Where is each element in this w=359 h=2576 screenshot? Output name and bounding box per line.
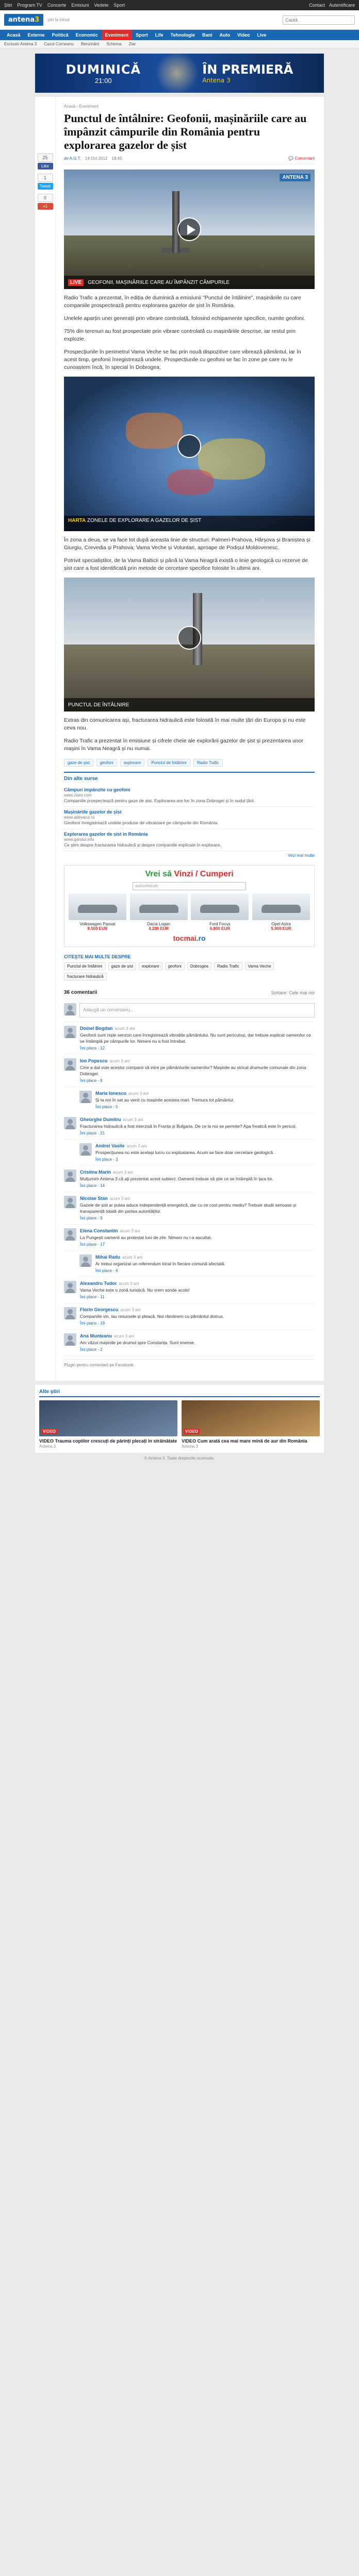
topbar-link[interactable]: Program TV xyxy=(17,3,42,8)
banner-premiere-title: ÎN PREMIERĂ xyxy=(202,62,293,77)
ad-car[interactable] xyxy=(130,893,188,931)
ad-brand-b: .ro xyxy=(196,934,206,942)
comment-body xyxy=(95,1143,315,1162)
comment-time: acum 3 ani xyxy=(126,1144,147,1148)
video-rig xyxy=(172,191,180,253)
comment-text: Fracturarea hidraulică a fost interzisă în Franța și Bulgaria. De ce la noi se permite? Apa freatică este în pericol. xyxy=(80,1124,297,1129)
banner-glow xyxy=(154,54,200,93)
topbar-link[interactable]: Știri xyxy=(4,3,12,8)
related-item[interactable] xyxy=(64,785,315,807)
banner-schedule xyxy=(66,62,141,84)
comment-text: Companiile vin, iau resursele și pleacă. Noi rămânem cu pământul distrus. xyxy=(80,1314,224,1319)
related-links xyxy=(64,772,315,858)
nav-item[interactable]: Politică xyxy=(52,32,69,38)
tag[interactable]: geofoni xyxy=(96,759,117,767)
comment-author[interactable] xyxy=(80,1170,315,1175)
article-paragraph: Extras din comunicarea ași, fracturarea hidraulică este folosită în mai multe țări din Europa și nu este ceva nou. xyxy=(64,717,306,731)
avatar xyxy=(64,1003,76,1015)
play-icon[interactable] xyxy=(177,217,201,241)
video-badge: VIDEO xyxy=(184,1429,200,1434)
topic-chip[interactable]: fracturare hidraulică xyxy=(64,973,107,980)
avatar[interactable] xyxy=(64,1026,76,1038)
comment-like-button[interactable]: Îmi place · 12 xyxy=(80,1046,105,1050)
tag-list xyxy=(64,759,315,767)
comment-time: acum 3 ani xyxy=(123,1117,143,1122)
car-price: 4.200 EUR xyxy=(149,926,169,931)
gplus-share[interactable] xyxy=(38,194,53,210)
comment-text: La Pungești oamenii au protestat luni de zile. Nimeni nu i-a ascultat. xyxy=(80,1235,212,1240)
comment xyxy=(64,1192,315,1225)
ad-brand-logo[interactable] xyxy=(69,934,310,942)
tag[interactable]: Punctul de întâlnire xyxy=(148,759,190,767)
car-image xyxy=(252,893,310,920)
article-title: Punctul de întâlnire: Geofonii, mașinăriile care au împânzit câmpurile din România pentru explorarea gazelor de șist xyxy=(64,112,307,151)
comment-actions xyxy=(80,1131,315,1136)
nav-item[interactable]: Tehnologie xyxy=(170,32,195,38)
topic-chip[interactable]: gaze de șist xyxy=(108,962,137,970)
comment xyxy=(64,1303,315,1330)
article-paragraph: Radio Trafic a prezentat în emisiune și cifrele cheie ale explorării gazelor de șist și prezentarea unor mașini în Vama Neagră și nu numai. xyxy=(64,738,303,752)
breadcrumb[interactable]: Acasă › Eveniment xyxy=(64,104,99,109)
page-footer: © Antena 3. Toate drepturile rezervate. xyxy=(144,1456,215,1461)
nav-item[interactable]: Sport xyxy=(136,32,148,38)
topic-chip[interactable]: Radio Trafic xyxy=(214,962,242,970)
comment-text: Am văzut mașinile pe drumul spre Constanța. Sunt imense. xyxy=(80,1340,195,1345)
more-news-heading: CITEȘTE MAI MULTE DESPRE xyxy=(64,954,131,959)
comment-body xyxy=(80,1058,315,1083)
login-link[interactable]: Autentificare xyxy=(329,3,355,8)
comment-like-button[interactable]: Îmi place · 3 xyxy=(95,1157,118,1162)
comment-text: Vama Veche este o zonă turistică. Nu vrem sonde acolo! xyxy=(80,1287,190,1293)
ad-search-input[interactable]: autovehicule xyxy=(133,882,246,890)
comment-input[interactable]: Adaugă un comentariu... xyxy=(79,1003,315,1018)
comment-author[interactable] xyxy=(95,1143,315,1148)
comment-author[interactable] xyxy=(80,1026,315,1031)
ad-title-a: Vrei să xyxy=(145,870,174,878)
news-card-image xyxy=(39,1400,177,1436)
twitter-share[interactable] xyxy=(38,174,53,190)
subnav-item[interactable]: Schema xyxy=(106,42,122,46)
comment-time: acum 3 ani xyxy=(128,1091,149,1096)
comment-body xyxy=(80,1281,315,1299)
comment-time: acum 3 ani xyxy=(115,1026,135,1031)
promo-banner[interactable] xyxy=(35,54,324,93)
avatar[interactable] xyxy=(64,1117,76,1129)
topic-chip[interactable]: Dobrogea xyxy=(187,962,211,970)
ad-brand-a: tocmai xyxy=(173,934,197,942)
video-channel-logo: ANTENA 3 xyxy=(280,174,311,181)
map-caption xyxy=(64,516,315,531)
related-title[interactable]: Mașinăriile gazelor de șist xyxy=(64,809,122,815)
subnav-item[interactable]: Cazul Corneanu xyxy=(44,42,74,46)
car-name: Dacia Logan xyxy=(147,922,171,926)
comment-actions xyxy=(95,1105,315,1109)
topbar-link[interactable]: Emisiuni xyxy=(71,3,89,8)
more-news-strip xyxy=(35,1385,324,1453)
comment xyxy=(64,1113,315,1140)
comment xyxy=(64,1166,315,1192)
avatar[interactable] xyxy=(64,1196,76,1208)
related-site: www.ziare.com xyxy=(64,793,92,798)
comment-author-name[interactable]: Nicolae Stan xyxy=(80,1196,108,1201)
comment-like-button[interactable]: Îmi place · 6 xyxy=(95,1268,118,1273)
comment-author[interactable] xyxy=(80,1058,315,1063)
avatar[interactable] xyxy=(64,1058,76,1071)
map-video[interactable] xyxy=(64,377,315,531)
article-paragraph: Potrivit specialiștilor, de la Vama Balticii și până la Vama Neagră există o linie geologică cu rezerve de șist care a fost identificată prin metode de cercetare specifice folosite în ultimii ani. xyxy=(64,557,308,571)
nav-item[interactable]: Live xyxy=(257,32,267,38)
comment-actions xyxy=(80,1321,315,1326)
avatar[interactable] xyxy=(64,1170,76,1182)
news-card-source: Antena 3 xyxy=(182,1444,199,1449)
comment-like-button[interactable]: Îmi place · 9 xyxy=(80,1216,103,1221)
comment-like-button[interactable]: Îmi place · 21 xyxy=(80,1131,105,1136)
comment-text: Prospecțiunea nu este același lucru cu exploatarea. Acum se face doar cercetare geologică. xyxy=(95,1150,274,1155)
comment-author[interactable] xyxy=(80,1117,315,1122)
comment-text: Geofonii sunt niște senzori care înregistrează vibrațiile pământului. Nu sunt periculoși, dar trebuie explicat oamenilor ce se întâmplă pe câmpurile lor. Nimeni nu a fost întrebat. xyxy=(80,1032,311,1044)
comment-author[interactable] xyxy=(80,1307,315,1312)
related-more-link[interactable]: Vezi mai multe xyxy=(287,853,315,858)
twitter-count: 1 xyxy=(38,174,53,182)
avatar[interactable] xyxy=(79,1091,92,1103)
map-region xyxy=(126,413,183,449)
comment-text: Ar trebui organizat un referendum local în fiecare comună afectată. xyxy=(95,1261,225,1266)
comments-link-label: Comentarii xyxy=(295,156,315,161)
news-card-image xyxy=(182,1400,320,1436)
comment-text: Mulțumim Antena 3 că ați prezentat acest subiect. Oamenii trebuie să știe ce se întâmplă în țara lor. xyxy=(80,1176,273,1181)
article-body xyxy=(56,97,324,1381)
comment-like-button[interactable]: Îmi place · 5 xyxy=(95,1105,118,1109)
car-price: 5.900 EUR xyxy=(271,926,291,931)
related-item[interactable] xyxy=(64,829,315,851)
video-caption-bar xyxy=(64,698,315,711)
play-icon[interactable] xyxy=(177,434,201,458)
nav-item-active[interactable]: Eveniment xyxy=(102,30,133,40)
article-meta xyxy=(64,156,315,164)
ad-title-b: Vinzi / Cumperi xyxy=(174,870,234,878)
news-card-title[interactable]: VIDEO Cum arată cea mai mare mină de aur din România xyxy=(182,1438,307,1444)
comment-actions xyxy=(80,1347,315,1352)
main-nav xyxy=(0,30,359,40)
comment-body xyxy=(80,1026,315,1050)
comment-actions xyxy=(80,1242,315,1247)
subnav-item[interactable]: Ziar xyxy=(128,42,136,46)
share-column xyxy=(35,97,56,1381)
comment-author[interactable] xyxy=(95,1091,315,1096)
comment-author-name[interactable]: Mihai Radu xyxy=(95,1255,121,1260)
comment-actions xyxy=(80,1046,315,1050)
news-card[interactable] xyxy=(39,1400,177,1449)
related-title[interactable]: Explorarea gazelor de șist în România xyxy=(64,832,148,837)
video-caption: GEOFONII, MAȘINĂRIILE CARE AU ÎMPÂNZIT CÂMPURILE xyxy=(88,279,230,285)
comment-author-name[interactable]: Ion Popescu xyxy=(80,1058,108,1063)
comment-author-name[interactable]: Elena Constantin xyxy=(80,1228,118,1233)
article-paragraph: Radio Trafic a prezentat, în ediția de duminică a emisiunii "Punctul de întâlnire", mașinăriile cu care companiile prospectează pentru explorarea gazelor de șist în România. xyxy=(64,295,301,309)
related-item[interactable] xyxy=(64,807,315,829)
comment xyxy=(64,1277,315,1303)
comment-body xyxy=(80,1117,315,1136)
topbar-link[interactable]: Vedete xyxy=(94,3,109,8)
related-desc: Geofonii înregistrează undele produse de vibratoare pe câmpurile din România. xyxy=(64,820,219,825)
article-time: 18:45 xyxy=(111,156,122,161)
news-card[interactable] xyxy=(182,1400,320,1449)
contact-link[interactable]: Contact xyxy=(308,3,325,8)
comments-header xyxy=(64,987,315,999)
comment xyxy=(64,1330,315,1356)
comment-like-button[interactable]: Îmi place · 11 xyxy=(80,1295,105,1299)
live-badge: LIVE xyxy=(68,279,84,286)
comment-author[interactable] xyxy=(80,1196,315,1201)
topic-chip[interactable]: Punctul de întâlnire xyxy=(64,962,106,970)
article-paragraph: Prospecțiunile în perimetrul Vama Veche se fac prin nouă dispozitive care vibrează pământul, iar în acest timp, geofonii înregistrează undele. Prospecțiunile cu geofoni se fac în zone pe care nu le cunoaștem încă, în special în Dobrogea. xyxy=(64,349,301,370)
comment-like-button[interactable]: Îmi place · 19 xyxy=(80,1321,105,1326)
tag[interactable]: gaze de șist xyxy=(64,759,93,767)
classifieds-ad[interactable] xyxy=(64,865,315,947)
subnav-item[interactable]: Exclusiv Antena 3 xyxy=(4,42,37,46)
search-input[interactable] xyxy=(283,15,355,25)
car-image xyxy=(130,893,188,920)
comment-actions xyxy=(80,1216,315,1221)
car-image xyxy=(191,893,249,920)
site-tagline: știri la minut xyxy=(47,18,70,22)
map-caption-text: ZONELE DE EXPLORARE A GAZELOR DE ȘIST xyxy=(87,518,202,523)
comment-author-name[interactable]: Florin Georgescu xyxy=(80,1307,119,1312)
related-title[interactable]: Câmpuri împânzite cu geofoni xyxy=(64,787,130,792)
more-news-chips xyxy=(64,962,315,980)
article-author[interactable]: de A.G.T. xyxy=(64,156,81,161)
comments-sort-select[interactable]: Sortare: Cele mai noi xyxy=(271,990,315,995)
comment-actions xyxy=(80,1078,315,1083)
comment-author-name[interactable]: Andrei Vasile xyxy=(95,1143,125,1148)
ad-car-list xyxy=(69,893,310,931)
comment-text: Gazele de șist ar putea aduce independență energetică, dar cu ce cost pentru mediu? Trebuie studii serioase și transparență totală din partea autorităților. xyxy=(80,1202,297,1214)
comment xyxy=(64,1055,315,1087)
video-badge: VIDEO xyxy=(41,1429,57,1434)
banner-premiere xyxy=(202,62,293,84)
nav-item[interactable]: Acasă xyxy=(7,32,21,38)
comment-actions xyxy=(80,1183,315,1188)
comment-like-button[interactable]: Îmi place · 8 xyxy=(80,1078,103,1083)
comments-count: 36 comentarii xyxy=(64,990,97,995)
banner-day: DUMINICĂ xyxy=(66,62,141,77)
comment-actions xyxy=(95,1157,315,1162)
logo-accent: 3 xyxy=(35,16,40,24)
nav-item[interactable]: Economic xyxy=(75,32,98,38)
more-news-strip-heading: Alte știri xyxy=(39,1389,320,1397)
comment-composer xyxy=(64,999,315,1022)
comment-author-name[interactable]: Doinel Bogdan xyxy=(80,1026,113,1031)
map-caption-label: HARTA xyxy=(68,518,86,523)
topbar-link[interactable]: Sport xyxy=(113,3,125,8)
nav-item[interactable]: Life xyxy=(155,32,164,38)
video-caption-bar xyxy=(64,276,315,289)
comment xyxy=(64,1225,315,1251)
more-news-row xyxy=(39,1400,320,1449)
news-card-title[interactable]: VIDEO Trauma copiilor crescuți de părinți plecați în străinătate xyxy=(39,1438,177,1444)
comment xyxy=(79,1251,315,1277)
subnav-item[interactable]: Benzinării xyxy=(80,42,100,46)
related-desc: Ce știm despre fracturarea hidraulică și despre companiile implicate în explorare. xyxy=(64,842,221,848)
avatar[interactable] xyxy=(64,1228,76,1241)
avatar[interactable] xyxy=(64,1333,76,1346)
site-header xyxy=(0,10,359,30)
car-name: Volkswagen Passat xyxy=(79,922,116,926)
avatar[interactable] xyxy=(79,1255,92,1267)
comment-time: acum 3 ani xyxy=(113,1170,134,1175)
car-price: 9.500 EUR xyxy=(87,926,108,931)
banner-time: 21:00 xyxy=(95,76,112,84)
play-icon[interactable] xyxy=(177,626,201,650)
article-paragraph: Unelele aparțin unei generații prin vibrare controlată, folosind echipamente specifice, numite geofoni. xyxy=(64,315,305,321)
comment-author-name[interactable]: Alexandru Tudor xyxy=(80,1281,117,1286)
comment-time: acum 3 ani xyxy=(119,1281,139,1286)
comment-list xyxy=(64,1022,315,1356)
car-name: Opel Astra xyxy=(271,922,291,926)
comment-body xyxy=(80,1228,315,1247)
related-desc: Companiile prospectează pentru gaze de șist. Explorarea are loc în zona Dobrogei și în sudul țării. xyxy=(64,798,255,803)
comment-author[interactable] xyxy=(80,1281,315,1286)
car-price: 6.800 EUR xyxy=(209,926,230,931)
tag[interactable]: explorare xyxy=(120,759,144,767)
comment-actions xyxy=(95,1268,315,1273)
related-heading: Din alte surse xyxy=(64,776,98,782)
article-wrapper xyxy=(35,97,324,1381)
nav-item[interactable]: Bani xyxy=(202,32,213,38)
comment-time: acum 3 ani xyxy=(109,1059,130,1063)
article-paragraph: În zona a deua, se va face tot după aceasta linie de structuri: Palmeri-Prahova, Hârșova și Braniștea și Giurgiu, Crevedia și Prahova; Vama Veche și Voluntari, aproape de Podișul Moldovenesc. xyxy=(64,537,311,551)
comment xyxy=(64,1022,315,1055)
comment-body xyxy=(80,1333,315,1352)
comment-body xyxy=(80,1170,315,1188)
article-date: 14 Oct 2012 xyxy=(85,156,108,161)
gplus-button[interactable]: +1 xyxy=(38,203,53,210)
avatar[interactable] xyxy=(64,1307,76,1319)
comment-author[interactable] xyxy=(80,1333,315,1338)
banner-premiere-sub: Antena 3 xyxy=(202,77,231,84)
nav-item[interactable]: Auto xyxy=(219,32,230,38)
ad-car[interactable] xyxy=(252,893,310,931)
comment-author-name[interactable]: Gheorghe Dumitru xyxy=(80,1117,121,1122)
comment-body xyxy=(95,1091,315,1109)
comment xyxy=(79,1140,315,1166)
logo-main: antena xyxy=(8,16,35,24)
comment-like-button[interactable]: Îmi place · 17 xyxy=(80,1242,105,1247)
comment-body xyxy=(80,1196,315,1221)
ad-title xyxy=(69,870,310,879)
topbar-link[interactable]: Concerte xyxy=(47,3,67,8)
comment-like-button[interactable]: Îmi place · 2 xyxy=(80,1347,103,1352)
sub-nav xyxy=(0,40,359,48)
related-site: www.adevarul.ro xyxy=(64,815,95,820)
comments-link[interactable]: 💬 Comentarii xyxy=(288,156,315,161)
comment-time: acum 3 ani xyxy=(120,1308,141,1312)
comment-actions xyxy=(80,1295,315,1299)
facebook-share[interactable] xyxy=(38,154,53,170)
top-bar xyxy=(0,0,359,10)
comment-time: acum 3 ani xyxy=(110,1196,130,1201)
tweet-button[interactable]: Tweet xyxy=(38,183,53,190)
news-card-source: Antena 3 xyxy=(39,1444,56,1449)
comment-time: acum 3 ani xyxy=(114,1334,135,1338)
comment-body xyxy=(95,1255,315,1273)
car-name: Ford Focus xyxy=(209,922,231,926)
tag[interactable]: Radio Trafic xyxy=(193,759,223,767)
comment-author-name[interactable]: Cristina Marin xyxy=(80,1170,111,1175)
comment-time: acum 3 ani xyxy=(120,1229,140,1233)
nav-item[interactable]: Externe xyxy=(27,32,45,38)
facebook-like-button[interactable]: Like xyxy=(38,163,53,170)
related-site: www.gandul.info xyxy=(64,837,94,842)
comment-text: Cine a dat voie acestor companii să intre pe pământurile oamenilor? Mașinile au stricat drumurile comunale din zona Dobrogei. xyxy=(80,1065,306,1076)
gplus-count: 0 xyxy=(38,194,53,202)
comment-author-name[interactable]: Maria Ionescu xyxy=(95,1091,127,1096)
ad-car[interactable] xyxy=(69,893,126,931)
facebook-count: 25 xyxy=(38,154,53,162)
facebook-comments-plugin: Plugin pentru comentarii pe Facebook xyxy=(64,1359,315,1370)
site-logo[interactable] xyxy=(4,14,43,26)
comment-like-button[interactable]: Îmi place · 14 xyxy=(80,1183,105,1188)
field-video[interactable] xyxy=(64,578,315,711)
comment xyxy=(79,1087,315,1113)
video-player[interactable] xyxy=(64,170,315,289)
car-image xyxy=(69,893,126,920)
video-caption: PUNCTUL DE ÎNTÂLNIRE xyxy=(68,702,129,708)
avatar[interactable] xyxy=(79,1143,92,1156)
topic-chip[interactable]: geofoni xyxy=(165,962,185,970)
comment-text: Și la noi în sat au venit cu mașinile acestea mari. Tremura tot pământul. xyxy=(95,1097,235,1103)
nav-item[interactable]: Video xyxy=(237,32,250,38)
topic-chip[interactable]: Vama Veche xyxy=(245,962,274,970)
topic-chip[interactable]: explorare xyxy=(139,962,162,970)
comment-author[interactable] xyxy=(95,1255,315,1260)
article-paragraph: 75% din terenuri au fost prospectate prin vibrare controlată cu mașinăriile descrise, iar restul prin explozie. xyxy=(64,328,296,342)
comment-author-name[interactable]: Ana Munteanu xyxy=(80,1333,112,1338)
map-region xyxy=(167,469,214,495)
ad-car[interactable] xyxy=(191,893,249,931)
comment-body xyxy=(80,1307,315,1326)
comment-time: acum 3 ani xyxy=(122,1255,143,1260)
avatar[interactable] xyxy=(64,1281,76,1293)
comment-author[interactable] xyxy=(80,1228,315,1233)
